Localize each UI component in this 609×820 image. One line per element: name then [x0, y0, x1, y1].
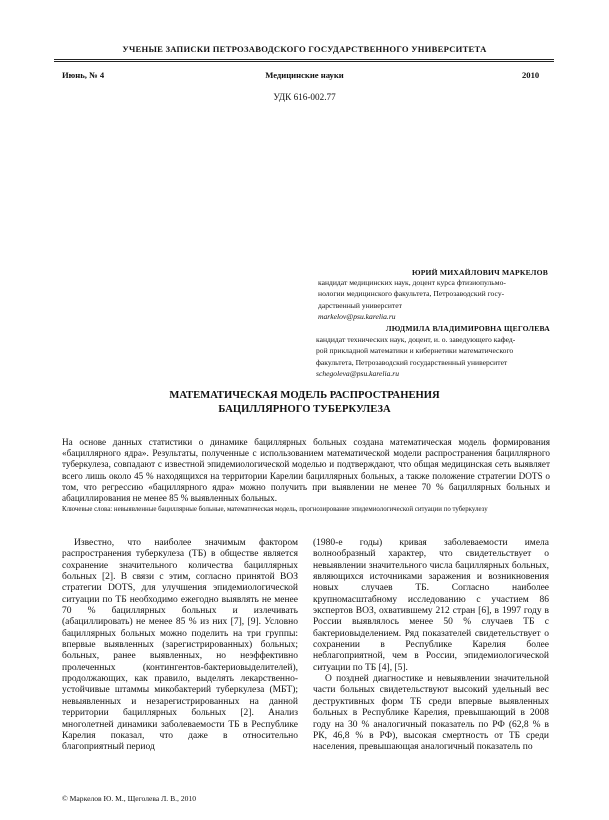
affiliation-line: факультета, Петрозаводский государственный университет — [316, 357, 508, 367]
affiliation-line: нологии медицинского факультета, Петрозаводский госу- — [318, 289, 505, 299]
title-line: БАЦИЛЛЯРНОГО ТУБЕРКУЛЕЗА — [218, 403, 391, 415]
author-name: ЛЮДМИЛА ВЛАДИМИРОВНА ЩЕГОЛЕВА — [385, 324, 550, 333]
issue-label: Июнь, № 4 — [62, 70, 105, 80]
author-block-2 — [316, 324, 550, 379]
affiliation-line: кандидат технических наук, доцент, и. о. заведующего кафед- — [316, 335, 516, 344]
year-label: 2010 — [522, 70, 540, 80]
keywords: Ключевые слова: невыявленные бациллярные больные, математическая модель, прогнозирование эпидемиологической ситуации по туберкулезу — [62, 506, 488, 513]
section-label: Медицинские науки — [265, 70, 344, 80]
author-block-1 — [318, 268, 548, 322]
title-line: МАТЕМАТИЧЕСКАЯ МОДЕЛЬ РАСПРОСТРАНЕНИЯ — [169, 390, 440, 401]
copyright: © Маркелов Ю. М., Щеголева Л. В., 2010 — [62, 794, 197, 803]
author-name: ЮРИЙ МИХАЙЛОВИЧ МАРКЕЛОВ — [411, 268, 548, 277]
udk-code: УДК 616-002.77 — [273, 92, 336, 102]
body-column-left — [62, 538, 298, 754]
journal-title: УЧЕНЫЕ ЗАПИСКИ ПЕТРОЗАВОДСКОГО ГОСУДАРСТВЕННОГО УНИВЕРСИТЕТА — [122, 44, 487, 54]
body-column-right — [313, 538, 549, 754]
abstract: На основе данных статистики о динамике бациллярных больных создана математическая модель формирования «бациллярного ядра». Результаты, полученные с использованием математической модели распространения бациллярного туберкулеза, совпадают с известной эпидемиологической моделью и подтверждают, что общая медицинская сеть выявляет всего лишь около 45 % находящихся на территории Карелии бациллярных больных, а также положение стратегии DOTS о том, что регрессию «бациллярного ядра» можно получить при выявлении не менее 70 % бациллярных больных и абациллирования не менее 85 % выявленных больных. — [62, 437, 550, 504]
author-affiliation — [318, 277, 548, 322]
author-email: markelov@psu.karelia.ru — [318, 311, 396, 321]
header-rule-bottom — [54, 61, 554, 62]
affiliation-line: рой прикладной математики и кибернетики математического — [316, 346, 514, 356]
author-email: schegoleva@psu.karelia.ru — [316, 368, 400, 378]
article-title — [0, 389, 609, 416]
header-rule-top — [54, 59, 554, 60]
body-paragraph: (1980-е годы) кривая заболеваемости имела волнообразный характер, что свидетельствует о невыявлении значительного числа бациллярных больных, являющихся источниками заражения и возникновения новых случаев ТБ. Согласно наиболее крупномасштабному исследованию с участием 86 экспертов ВОЗ, охватившему 212 стран [6], в 1997 году в России выявлялось менее 50 % случаев ТБ с бактериовыделением. Ряд показателей свидетельствует о сохранении в Республике Карелия более неблагоприятной, чем в России, эпидемиологической ситуации по ТБ [4], [5]. — [313, 538, 549, 673]
body-paragraph: Известно, что наиболее значимым фактором распространения туберкулеза (ТБ) в обществе является сохранение значительного количества бациллярных больных [2]. В связи с этим, согласно принятой ВОЗ стратегии DOTS, для улучшения эпидемиологической ситуации по ТБ необходимо ежегодно выявлять не менее 70 % бациллярных больных и излечивать (абациллировать) не менее 85 % из них [7], [9]. Условно бациллярных больных можно поделить на три группы: впервые выявленных (зарегистрированных) больных; больных, ранее выявленных, но неэффективно пролеченных (контингентов-бактериовыделителей), продолжающих, как правило, выделять лекарственно-устойчивые штаммы микобактерий туберкулеза (МБТ); невыявленных и незарегистрированных на данной территории бациллярных больных [2]. Анализ многолетней динамики заболеваемости ТБ в Республике Карелия показал, что даже в относительно благоприятный период — [62, 538, 298, 753]
author-affiliation — [316, 334, 550, 379]
affiliation-line: дарственный университет — [318, 300, 402, 310]
body-paragraph: О поздней диагностике и невыявлении значительной части больных свидетельствуют высокий удельный вес деструктивных форм ТБ среди впервые выявленных больных в Республике Карелия, превышающий в 2008 году на 30 % аналогичный показатель по РФ (62,8 % в РК, 46,8 % в РФ), высокая смертность от ТБ среди населения, превышающая аналогичный показатель по — [313, 674, 549, 753]
affiliation-line: кандидат медицинских наук, доцент курса фтизиопульмо- — [318, 278, 506, 287]
